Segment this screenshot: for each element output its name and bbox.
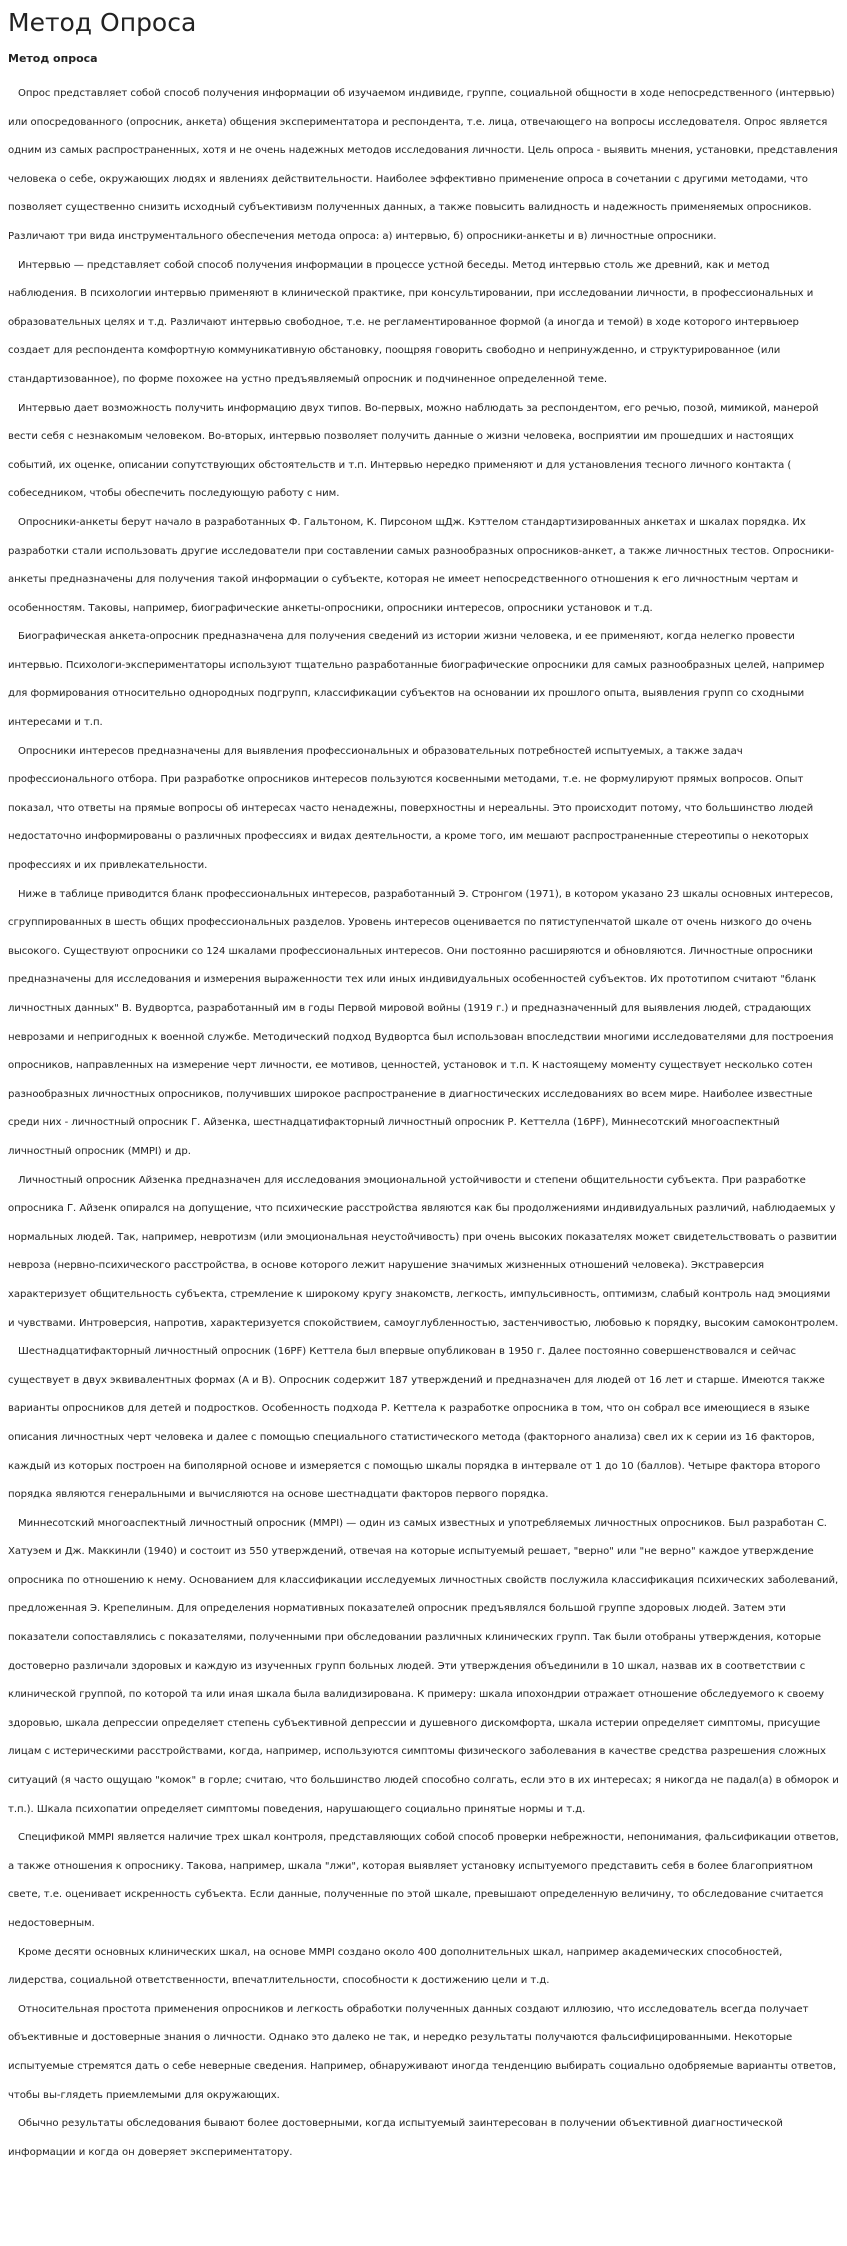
section-heading: Метод опроса bbox=[8, 52, 98, 65]
paragraph-mmpi-scales: Кроме десяти основных клинических шкал, на основе MMPI создано около 400 дополнительных шкал, например академических способностей, лидерства, социальной ответственности, впечатлительности, способности к достижению цели и т.д. bbox=[8, 1946, 783, 1987]
paragraph-conclusion: Обычно результаты обследования бывают более достоверными, когда испытуемый заинтересован в получении объективной диагностической информации и когда он доверяет экспериментатору. bbox=[8, 2118, 783, 2158]
page-title: Метод Опроса bbox=[8, 8, 197, 37]
paragraph-intro: Опрос представляет собой способ получения информации об изучаемом индивиде, группе, социальной общности в ходе непосредственного (интервью) или опосредованного (опросник, анкета) общения экспериментатора и респондента, т.е. лица, отвечающего на вопросы исследователя. Опрос является одним из самых распространенных, хотя и не очень надежных методов исследования личности. Цель опроса - выявить мнения, установки, представления человека о себе, окружающих людях и явлениях действительности. Наиболее эффективно применение опроса в сочетании с другими методами, что позволяет существенно снизить исходный субъективизм полученных данных, а также повысить валидность и надежность применяемых опросников. Различают три вида инструментального обеспечения метода опроса: а) интервью, б) опросники-анкеты и в) личностные опросники. bbox=[8, 88, 838, 242]
paragraph-eysenck: Личностный опросник Айзенка предназначен для исследования эмоциональной устойчивости и степени общительности субъекта. При разработке опросника Г. Айзенк опирался на допущение, что психические расстройства являются как бы продолжениями индивидуальных различий, наблюдаемых у нормальных людей. Так, например, невротизм (или эмоциональная неустойчивость) при очень высоких показателях может свидетельствовать о развитии невроза (нервно-психического расстройства, в основе которого лежит нарушение значимых жизненных отношений человека). Экстраверсия характеризует общительность субъекта, стремление к широкому кругу знакомств, легкость, импульсивность, оптимизм, слабый контроль над эмоциями и чувствами. Интроверсия, напротив, характеризуется спокойствием, самоуглубленностью, застенчивостью, любовью к порядку, высоким самоконтролем. bbox=[8, 1174, 839, 1329]
paragraph-simplicity: Относительная простота применения опросников и легкость обработки полученных данных создают иллюзию, что исследователь всегда получает объективные и достоверные знания о личности. Однако это далеко не так, и нередко результаты получаются фальсифицированными. Некоторые испытуемые стремятся дать о себе неверные сведения. Например, обнаруживают иногда тенденцию выбирать социально одобряемые варианты ответов, чтобы вы-глядеть приемлемыми для окружающих. bbox=[8, 2003, 836, 2101]
paragraph-strong-table: Ниже в таблице приводится бланк профессиональных интересов, разработанный Э. Стронгом (1971), в котором указано 23 шкалы основных интересов, сгруппированных в шесть общих профессиональных разделов. Уровень интересов оценивается по пятиступенчатой шкале от очень низкого до очень высокого. Существуют опросники со 124 шкалами профессиональных интересов. Они постоянно расширяются и обновляются. Личностные опросники предназначены для исследования и измерения выраженности тех или иных индивидуальных особенностей субъектов. Их прототипом считают "бланк личностных данных" В. Вудвортса, разработанный им в годы Первой мировой войны (1919 г.) и предназначенный для выявления людей, страдающих неврозами и непригодных к военной службе. Методический подход Вудвортса был использован впоследствии многими исследователями для построения опросников, направленных на измерение черт личности, ее мотивов, ценностей, установок и т.п. К настоящему моменту существует несколько сотен разнообразных личностных опросников, получивших широкое распространение в диагностических исследованиях во всем мире. Наиболее известные среди них - личностный опросник Г. Айзенка, шестнадцатифакторный личностный опросник Р. Кеттелла (16PF), Миннесотский многоаспектный личностный опросник (MMPI) и др. bbox=[8, 888, 834, 1157]
paragraph-mmpi-control: Спецификой MMPI является наличие трех шкал контроля, представляющих собой способ проверки небрежности, непонимания, фальсификации ответов, а также отношения к опроснику. Такова, например, шкала "лжи", которая выявляет установку испытуемого представить себя в более благоприятном свете, т.е. оценивает искренность субъекта. Если данные, полученные по этой шкале, превышают определенную величину, то обследование считается недостоверным. bbox=[8, 1832, 839, 1929]
paragraph-interview: Интервью — представляет собой способ получения информации в процессе устной беседы. Метод интервью столь же древний, как и метод наблюдения. В психологии интервью применяют в клинической практике, при консультировании, при исследовании личности, в профессиональных и образовательных целях и т.д. Различают интервью свободное, т.е. не регламентированное формой (а иногда и темой) в ходе которого интервьюер создает для респондента комфортную коммуникативную обстановку, поощряя говорить свободно и непринужденно, и структурированное (или стандартизованное), по форме похожее на устно предъявляемый опросник и подчиненное определенной теме. bbox=[8, 259, 814, 385]
paragraph-interests: Опросники интересов предназначены для выявления профессиональных и образовательных потребностей испытуемых, а также задач профессионального отбора. При разработке опросников интересов пользуются косвенными методами, т.е. не формулируют прямых вопросов. Опыт показал, что ответы на прямые вопросы об интересах часто ненадежны, поверхностны и нереальны. Это происходит потому, что большинство людей недостаточно информированы о различных профессиях и видах деятельности, а кроме того, им мешают распространенные стереотипы о некоторых профессиях и их привлекательности. bbox=[8, 745, 814, 872]
paragraph-questionnaires: Опросники-анкеты берут начало в разработанных Ф. Гальтоном, К. Пирсоном щДж. Кэттелом стандартизированных анкетах и шкалах порядка. Их разработки стали использовать другие исследователи при составлении самых разнообразных опросников-анкет, а также личностных тестов. Опросники-анкеты предназначены для получения такой информации о субъекте, которая не имеет непосредственного отношения к его личностным чертам и особенностям. Таковы, например, биографические анкеты-опросники, опросники интересов, опросники установок и т.д. bbox=[8, 516, 835, 614]
document-page bbox=[0, 8, 847, 2167]
paragraph-16pf: Шестнадцатифакторный личностный опросник (16PF) Кеттела был впервые опубликован в 1950 г. Далее постоянно совершенствовался и сейчас существует в двух эквивалентных формах (А и В). Опросник содержит 187 утверждений и предназначен для людей от 16 лет и старше. Имеются также варианты опросников для детей и подростков. Особенность подхода Р. Кеттела к разработке опросника в том, что он собрал все имеющиеся в языке описания личностных черт человека и далее с помощью специального статистического метода (факторного анализа) свел их к серии из 16 факторов, каждый из которых построен на биполярной основе и измеряется с помощью шкалы порядка в интервале от 1 до 10 (баллов). Четыре фактора второго порядка являются генеральными и вычисляются на основе шестнадцати факторов первого порядка. bbox=[8, 1346, 825, 1501]
paragraph-mmpi: Миннесотский многоаспектный личностный опросник (MMPI) — один из самых известных и употребляемых личностных опросников. Был разработан С. Хатуэем и Дж. Маккинли (1940) и состоит из 550 утверждений, отвечая на которые испытуемый решает, "верно" или "не верно" каждое утверждение опросника по отношению к нему. Основанием для классификации исследуемых личностных свойств послужила классификация психических заболеваний, предложенная Э. Крепелиным. Для определения нормативных показателей опросник предъявлялся большой группе здоровых людей. Затем эти показатели сопоставлялись с показателями, полученными при обследовании различных клинических групп. Так были отобраны утверждения, которые достоверно различали здоровых и каждую из изученных групп больных людей. Эти утверждения объединили в 10 шкал, назвав их в соответствии с клинической группой, по которой та или иная шкала была валидизирована. К примеру: шкала ипохондрии отражает отношение обследуемого к своему здоровью, шкала депрессии определяет степень субъективной депрессии и душевного дискомфорта, шкала истерии определяет симптомы, присущие лицам с истерическими расстройствами, когда, например, используются симптомы физического заболевания в качестве средства разрешения сложных ситуаций (я часто ощущаю "комок" в горле; считаю, что большинство людей способно солгать, если это в их интересах; я никогда не падал(а) в обморок и т.п.). Шкала психопатии определяет симптомы поведения, нарушающего социально принятые нормы и т.д. bbox=[8, 1517, 839, 1815]
paragraph-biographical: Биографическая анкета-опросник предназначена для получения сведений из истории жизни человека, и ее применяют, когда нелегко провести интервью. Психологи-экспериментаторы используют тщательно разработанные биографические опросники для самых разнообразных целей, например для формирования относительно однородных подгрупп, классификации субъектов на основании их прошлого опыта, выявления групп со сходными интересами и т.п. bbox=[8, 631, 825, 729]
paragraph-interview-types: Интервью дает возможность получить информацию двух типов. Во-первых, можно наблюдать за респондентом, его речью, позой, мимикой, манерой вести себя с незнакомым человеком. Во-вторых, интервью позволяет получить данные о жизни человека, восприятии им прошедших и настоящих событий, их оценке, описании сопутствующих обстоятельств и т.п. Интервью нередко применяют и для установления тесного личного контакта ( собеседником, чтобы обеспечить последующую работу с ним. bbox=[8, 402, 819, 500]
